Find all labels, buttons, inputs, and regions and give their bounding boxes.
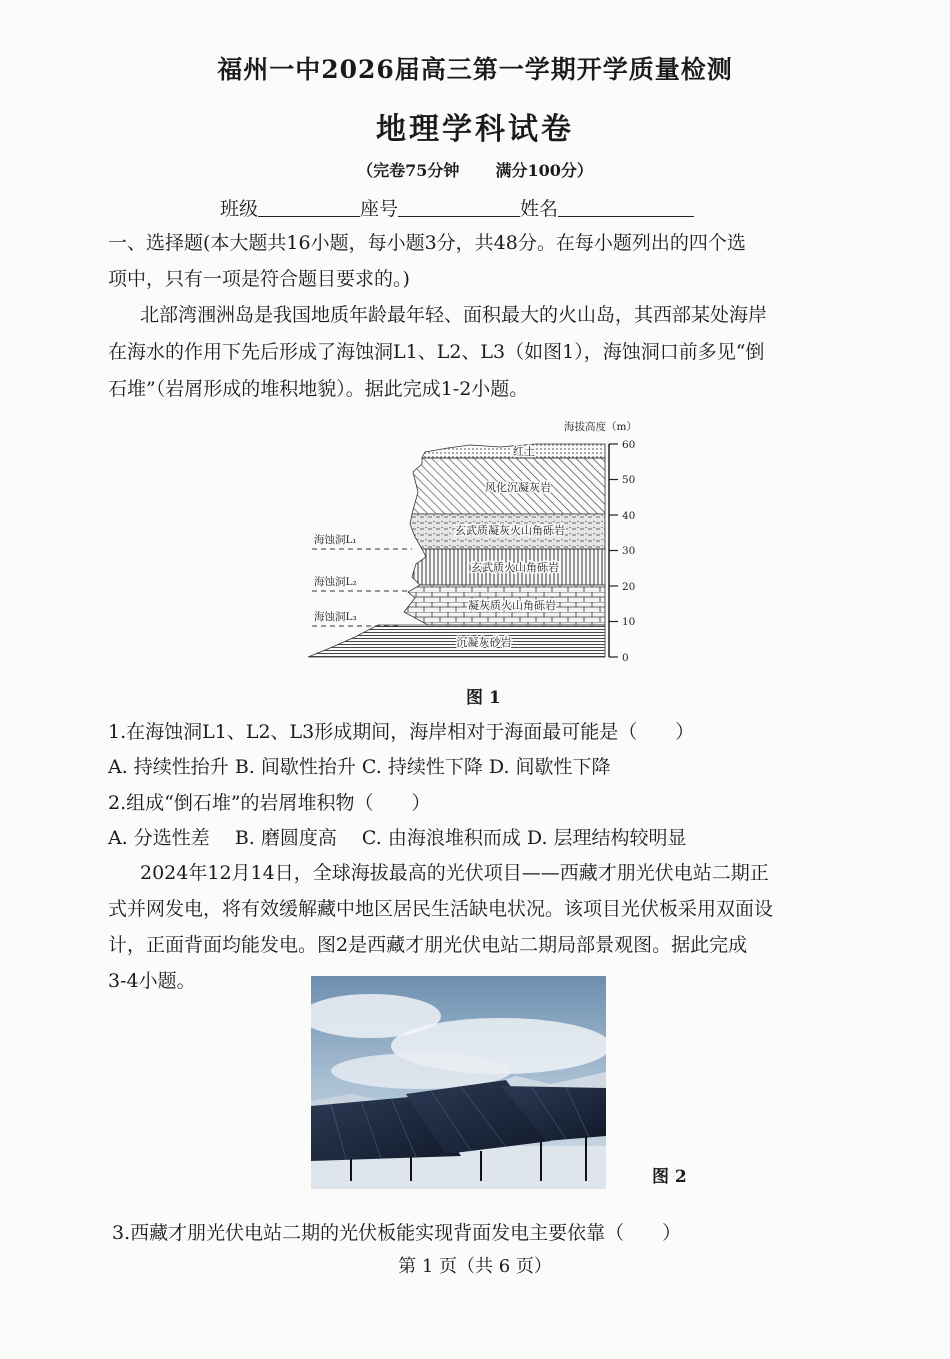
figure1-caption: 图 1 [466, 688, 501, 708]
figure2-solar-photo [311, 976, 606, 1189]
passage1-line1: 北部湾涠洲岛是我国地质年龄最年轻、面积最大的火山岛，其西部某处海岸 [140, 304, 768, 326]
exam-meta [0, 158, 950, 181]
cave-label: 海蚀洞L₁ [314, 534, 357, 546]
page-footer: 第 1 页（共 6 页） [398, 1256, 552, 1277]
cave-label: 海蚀洞L₃ [314, 611, 357, 623]
layer-label: 沉凝灰砂岩 [456, 636, 512, 649]
tick-label: 0 [622, 652, 629, 664]
layer-label: 红土 [513, 445, 535, 458]
section-header-line1: 一、选择题(本大题共16小题，每小题3分，共48分。在每小题列出的四个选 [108, 232, 746, 254]
figure1-cross-section [300, 412, 650, 672]
exam-score: 满分100分） [495, 161, 593, 180]
subject-title: 地理学科试卷 [376, 112, 574, 147]
class-label: 班级 [220, 198, 259, 220]
passage2-line3: 计，正面背面均能发电。图2是西藏才朋光伏电站二期局部景观图。据此完成 [108, 934, 748, 956]
layer-label: 风化沉凝灰岩 [485, 481, 551, 494]
y-axis-ticks [609, 444, 618, 657]
passage2-line4: 3-4小题。 [108, 970, 196, 992]
passage1-line3: 石堆”（岩屑形成的堆积地貌）。据此完成1-2小题。 [108, 378, 529, 400]
tick-label: 30 [622, 545, 636, 557]
passage2-line2: 式并网发电，将有效缓解藏中地区居民生活缺电状况。该项目光伏板采用双面设 [108, 898, 774, 920]
figure2-caption: 图 2 [652, 1167, 687, 1187]
passage2-line1: 2024年12月14日，全球海拔最高的光伏项目——西藏才朋光伏电站二期正 [140, 862, 769, 884]
name-blank[interactable] [558, 198, 694, 217]
class-blank[interactable] [258, 198, 360, 217]
axis-title: 海拔高度（m） [564, 421, 637, 433]
name-label: 姓名 [520, 198, 559, 220]
tick-label: 20 [622, 581, 636, 593]
seat-label: 座号 [360, 198, 399, 220]
passage1-line2: 在海水的作用下先后形成了海蚀洞L1、L2、L3（如图1），海蚀洞口前多见“倒 [108, 341, 765, 363]
q1-options: A. 持续性抬升 B. 间歇性抬升 C. 持续性下降 D. 间歇性下降 [108, 756, 611, 778]
cave-label: 海蚀洞L₂ [314, 576, 357, 588]
q3-stem: 3.西藏才朋光伏电站二期的光伏板能实现背面发电主要依靠（ ） [112, 1222, 682, 1244]
layer-label: 玄武质火山角砾岩 [471, 561, 559, 574]
student-info-line [220, 194, 694, 221]
q2-options: A. 分选性差 B. 磨圆度高 C. 由海浪堆积而成 D. 层理结构较明显 [108, 827, 687, 849]
exam-title: 福州一中2026届高三第一学期开学质量检测 [217, 55, 733, 84]
tick-label: 40 [622, 510, 636, 522]
layer-label: 凝灰质火山角砾岩 [468, 599, 556, 612]
section-header-line2: 项中，只有一项是符合题目要求的。) [108, 268, 410, 290]
q1-stem: 1.在海蚀洞L1、L2、L3形成期间，海岸相对于海面最可能是（ ） [108, 721, 695, 743]
tick-label: 50 [622, 474, 636, 486]
seat-blank[interactable] [398, 198, 520, 217]
tick-label: 60 [622, 439, 636, 451]
layer-label: 玄武质凝灰火山角砾岩 [455, 524, 565, 537]
exam-time: （完卷75分钟 [357, 161, 460, 180]
tick-label: 10 [622, 616, 636, 628]
q2-stem: 2.组成“倒石堆”的岩屑堆积物（ ） [108, 792, 431, 814]
